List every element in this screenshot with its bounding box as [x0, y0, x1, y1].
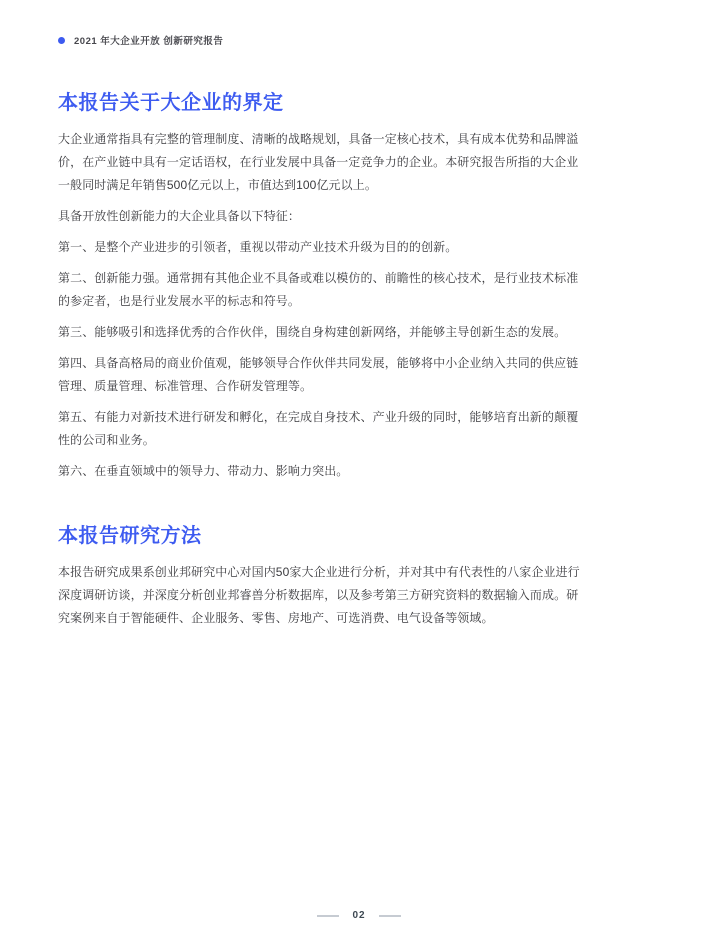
definition-paragraph: 第二、创新能力强。通常拥有其他企业不具备或难以模仿的、前瞻性的核心技术，是行业技术标准的参定者，也是行业发展水平的标志和符号。	[58, 271, 579, 308]
definition-paragraph: 第三、能够吸引和选择优秀的合作伙伴，围绕自身构建创新网络，并能够主导创新生态的发展。	[58, 325, 567, 339]
report-title: 2021 年大企业开放 创新研究报告	[74, 36, 224, 47]
method-paragraph: 本报告研究成果系创业邦研究中心对国内50家大企业进行分析，并对其中有代表性的八家企业进行深度调研访谈，并深度分析创业邦睿兽分析数据库，以及参考第三方研究资料的数据输入而成。研究案例来自于智能硬件、企业服务、零售、房地产、可选消费、电气设备等领域。	[58, 565, 580, 625]
page-footer	[0, 910, 718, 921]
definition-paragraph: 第六、在垂直领域中的领导力、带动力、影响力突出。	[58, 464, 349, 478]
page-number: 02	[352, 910, 366, 921]
definition-paragraph: 第四、具备高格局的商业价值观，能够领导合作伙伴共同发展，能够将中小企业纳入共同的供应链管理、质量管理、标准管理、合作研发管理等。	[58, 356, 579, 393]
section-definition-heading: 本报告关于大企业的界定	[58, 92, 284, 114]
section-method	[58, 523, 580, 630]
page-content	[58, 0, 580, 638]
definition-paragraph: 第五、有能力对新技术进行研发和孵化，在完成自身技术、产业升级的同时，能够培育出新的颠覆性的公司和业务。	[58, 410, 579, 447]
definition-paragraph: 具备开放性创新能力的大企业具备以下特征：	[58, 209, 301, 223]
section-definition	[58, 90, 580, 483]
footer-dash-right	[379, 915, 401, 917]
footer-dash-left	[317, 915, 339, 917]
definition-paragraph: 大企业通常指具有完整的管理制度、清晰的战略规划，具备一定核心技术，具有成本优势和品牌溢价，在产业链中具有一定话语权，在行业发展中具备一定竞争力的企业。本研究报告所指的大企业一般同时满足年销售500亿元以上，市值达到100亿元以上。	[58, 132, 579, 192]
section-method-heading: 本报告研究方法	[58, 525, 202, 547]
definition-paragraph: 第一、是整个产业进步的引领者，重视以带动产业技术升级为目的的创新。	[58, 240, 458, 254]
